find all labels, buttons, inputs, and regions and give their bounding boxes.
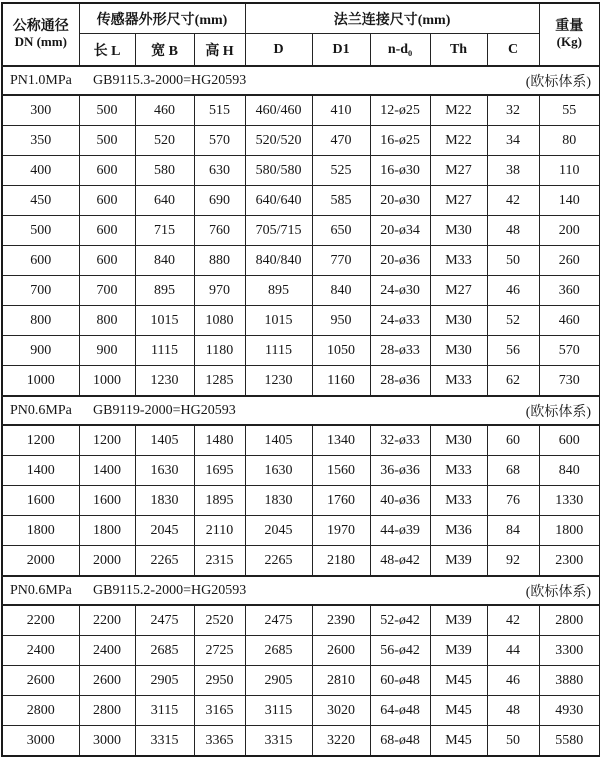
- table-cell: 2950: [194, 666, 245, 696]
- table-cell: 410: [312, 95, 370, 126]
- table-cell: 470: [312, 126, 370, 156]
- table-cell: 1630: [245, 456, 312, 486]
- table-cell: 520: [135, 126, 194, 156]
- header-weight-unit: (Kg): [556, 34, 582, 50]
- section-header-cell: [2, 396, 600, 425]
- table-cell: 1695: [194, 456, 245, 486]
- table-cell: 3165: [194, 696, 245, 726]
- table-cell: 50: [487, 726, 539, 757]
- table-cell: 3365: [194, 726, 245, 757]
- table-cell: 52-ø42: [370, 605, 430, 636]
- table-cell: 80: [539, 126, 600, 156]
- table-row: [2, 425, 600, 456]
- table-cell: 1115: [245, 336, 312, 366]
- table-cell: 525: [312, 156, 370, 186]
- table-cell: M27: [430, 186, 487, 216]
- table-cell: 600: [539, 425, 600, 456]
- table-cell: 1405: [245, 425, 312, 456]
- table-cell: 24-ø33: [370, 306, 430, 336]
- table-cell: 76: [487, 486, 539, 516]
- table-cell: 1080: [194, 306, 245, 336]
- table-cell: 895: [245, 276, 312, 306]
- table-row: [2, 546, 600, 577]
- table-cell: 705/715: [245, 216, 312, 246]
- header-width-b: 宽 B: [135, 34, 194, 67]
- table-cell: 1405: [135, 425, 194, 456]
- table-cell: 2905: [135, 666, 194, 696]
- table-cell: 2315: [194, 546, 245, 577]
- table-cell: M30: [430, 306, 487, 336]
- table-cell: 32: [487, 95, 539, 126]
- table-cell: 2265: [135, 546, 194, 577]
- table-row: [2, 246, 600, 276]
- table-cell: M39: [430, 546, 487, 577]
- table-cell: 800: [79, 306, 135, 336]
- table-cell: 12-ø25: [370, 95, 430, 126]
- table-cell: 68: [487, 456, 539, 486]
- table-cell: 895: [135, 276, 194, 306]
- table-cell: 48-ø42: [370, 546, 430, 577]
- table-cell: 42: [487, 186, 539, 216]
- table-cell: 2475: [135, 605, 194, 636]
- table-cell: 1160: [312, 366, 370, 397]
- table-cell: 16-ø25: [370, 126, 430, 156]
- table-cell: 64-ø48: [370, 696, 430, 726]
- table-cell: 1830: [135, 486, 194, 516]
- table-cell: 2200: [2, 605, 79, 636]
- table-cell: 1000: [79, 366, 135, 397]
- table-cell: 460/460: [245, 95, 312, 126]
- table-cell: 1115: [135, 336, 194, 366]
- table-cell: 50: [487, 246, 539, 276]
- table-row: [2, 456, 600, 486]
- table-cell: M22: [430, 95, 487, 126]
- table-cell: 2180: [312, 546, 370, 577]
- table-cell: 260: [539, 246, 600, 276]
- header-flange-connection-group: 法兰连接尺寸(mm): [245, 3, 539, 34]
- table-cell: 450: [2, 186, 79, 216]
- table-cell: 1895: [194, 486, 245, 516]
- table-cell: 140: [539, 186, 600, 216]
- table-cell: 2600: [79, 666, 135, 696]
- table-cell: 3220: [312, 726, 370, 757]
- header-length-l: 长 L: [79, 34, 135, 67]
- table-cell: 110: [539, 156, 600, 186]
- table-cell: 1600: [2, 486, 79, 516]
- table-cell: 1560: [312, 456, 370, 486]
- table-cell: 640: [135, 186, 194, 216]
- header-sub-row: [2, 34, 600, 67]
- table-row: [2, 605, 600, 636]
- section-header-cell: [2, 66, 600, 95]
- table-cell: M22: [430, 126, 487, 156]
- header-nominal-diameter: [2, 3, 79, 66]
- table-cell: 500: [79, 95, 135, 126]
- table-cell: 580/580: [245, 156, 312, 186]
- table-cell: 1800: [2, 516, 79, 546]
- section-pressure-rating: PN0.6MPa: [10, 402, 72, 418]
- table-cell: 1970: [312, 516, 370, 546]
- table-cell: 2045: [135, 516, 194, 546]
- table-row: [2, 366, 600, 397]
- table-cell: M39: [430, 636, 487, 666]
- table-cell: 2685: [135, 636, 194, 666]
- table-cell: 20-ø30: [370, 186, 430, 216]
- table-cell: 62: [487, 366, 539, 397]
- table-cell: 1400: [79, 456, 135, 486]
- table-cell: 2600: [312, 636, 370, 666]
- table-row: [2, 516, 600, 546]
- table-cell: 460: [135, 95, 194, 126]
- table-cell: 56-ø42: [370, 636, 430, 666]
- table-cell: 600: [79, 216, 135, 246]
- table-cell: 1180: [194, 336, 245, 366]
- table-cell: 52: [487, 306, 539, 336]
- header-n-d0: n-d₀: [370, 34, 430, 67]
- table-row: [2, 276, 600, 306]
- table-cell: 20-ø34: [370, 216, 430, 246]
- table-cell: 3000: [79, 726, 135, 757]
- table-cell: 3115: [135, 696, 194, 726]
- table-cell: 2475: [245, 605, 312, 636]
- section-standard: GB9115.3-2000=HG20593: [93, 72, 247, 88]
- table-cell: 600: [2, 246, 79, 276]
- table-cell: M39: [430, 605, 487, 636]
- table-cell: 840: [312, 276, 370, 306]
- table-row: [2, 306, 600, 336]
- table-cell: 84: [487, 516, 539, 546]
- section-header-cell: [2, 576, 600, 605]
- table-cell: 3880: [539, 666, 600, 696]
- table-cell: 800: [2, 306, 79, 336]
- table-cell: 2265: [245, 546, 312, 577]
- table-cell: 600: [79, 156, 135, 186]
- table-cell: 1340: [312, 425, 370, 456]
- table-cell: 1230: [245, 366, 312, 397]
- header-weight: [539, 3, 600, 66]
- table-row: [2, 186, 600, 216]
- table-cell: 38: [487, 156, 539, 186]
- table-cell: 2400: [2, 636, 79, 666]
- header-sensor-dimensions-group: 传感器外形尺寸(mm): [79, 3, 245, 34]
- table-cell: 2400: [79, 636, 135, 666]
- table-cell: 56: [487, 336, 539, 366]
- table-cell: 650: [312, 216, 370, 246]
- table-cell: 730: [539, 366, 600, 397]
- table-cell: 3115: [245, 696, 312, 726]
- table-cell: 60-ø48: [370, 666, 430, 696]
- table-cell: 28-ø33: [370, 336, 430, 366]
- table-row: [2, 726, 600, 757]
- section-note: (欧标体系): [525, 74, 592, 90]
- table-cell: 1830: [245, 486, 312, 516]
- table-cell: 68-ø48: [370, 726, 430, 757]
- table-cell: 2800: [539, 605, 600, 636]
- table-cell: 2200: [79, 605, 135, 636]
- table-cell: 950: [312, 306, 370, 336]
- table-cell: 2800: [79, 696, 135, 726]
- table-body: [2, 66, 600, 756]
- table-cell: 200: [539, 216, 600, 246]
- table-cell: 840: [539, 456, 600, 486]
- table-cell: 970: [194, 276, 245, 306]
- table-cell: M33: [430, 456, 487, 486]
- table-row: [2, 486, 600, 516]
- section-pressure-rating: PN0.6MPa: [10, 582, 72, 598]
- table-cell: 92: [487, 546, 539, 577]
- table-cell: 2000: [2, 546, 79, 577]
- table-cell: 2725: [194, 636, 245, 666]
- table-cell: 350: [2, 126, 79, 156]
- table-cell: 5580: [539, 726, 600, 757]
- header-nominal-diameter-label: 公称通径: [12, 18, 69, 34]
- table-cell: 1400: [2, 456, 79, 486]
- table-cell: 900: [79, 336, 135, 366]
- table-cell: 3315: [245, 726, 312, 757]
- table-cell: 700: [2, 276, 79, 306]
- table-cell: 880: [194, 246, 245, 276]
- table-cell: 42: [487, 605, 539, 636]
- table-cell: 515: [194, 95, 245, 126]
- header-nominal-diameter-unit: DN (mm): [14, 34, 67, 50]
- table-cell: 520/520: [245, 126, 312, 156]
- table-cell: 630: [194, 156, 245, 186]
- table-cell: 1760: [312, 486, 370, 516]
- section-note: (欧标体系): [525, 404, 592, 420]
- section-standard: GB9115.2-2000=HG20593: [93, 582, 247, 598]
- table-cell: M33: [430, 486, 487, 516]
- table-cell: 2390: [312, 605, 370, 636]
- table-row: [2, 636, 600, 666]
- table-cell: M30: [430, 216, 487, 246]
- table-cell: 2810: [312, 666, 370, 696]
- table-row: [2, 156, 600, 186]
- table-cell: 900: [2, 336, 79, 366]
- table-row: [2, 95, 600, 126]
- table-cell: 4930: [539, 696, 600, 726]
- table-cell: 16-ø30: [370, 156, 430, 186]
- header-c: C: [487, 34, 539, 67]
- table-cell: M27: [430, 156, 487, 186]
- section-header-content: [3, 71, 599, 91]
- table-cell: M45: [430, 726, 487, 757]
- table-cell: 44-ø39: [370, 516, 430, 546]
- table-cell: 1800: [539, 516, 600, 546]
- table-cell: 1800: [79, 516, 135, 546]
- header-height-h: 高 H: [194, 34, 245, 67]
- table-cell: M45: [430, 666, 487, 696]
- table-cell: 2800: [2, 696, 79, 726]
- table-cell: 2600: [2, 666, 79, 696]
- section-header-content: [3, 401, 599, 421]
- table-cell: 3020: [312, 696, 370, 726]
- table-cell: 1285: [194, 366, 245, 397]
- table-cell: 640/640: [245, 186, 312, 216]
- section-header-row: [2, 66, 600, 95]
- table-cell: 1000: [2, 366, 79, 397]
- header-th: Th: [430, 34, 487, 67]
- section-header-content: [3, 581, 599, 601]
- table-cell: 3000: [2, 726, 79, 757]
- table-cell: 570: [539, 336, 600, 366]
- table-cell: 585: [312, 186, 370, 216]
- table-cell: 1330: [539, 486, 600, 516]
- table-cell: 1015: [135, 306, 194, 336]
- table-cell: 1230: [135, 366, 194, 397]
- table-cell: 2685: [245, 636, 312, 666]
- table-cell: 760: [194, 216, 245, 246]
- table-cell: M36: [430, 516, 487, 546]
- table-cell: M27: [430, 276, 487, 306]
- table-cell: 570: [194, 126, 245, 156]
- table-cell: 1050: [312, 336, 370, 366]
- table-cell: 28-ø36: [370, 366, 430, 397]
- table-cell: M30: [430, 425, 487, 456]
- section-standard: GB9119-2000=HG20593: [93, 402, 236, 418]
- table-cell: 36-ø36: [370, 456, 430, 486]
- table-cell: 1200: [79, 425, 135, 456]
- table-cell: 500: [2, 216, 79, 246]
- table-cell: 44: [487, 636, 539, 666]
- header-weight-label: 重量: [555, 18, 584, 34]
- table-cell: 2000: [79, 546, 135, 577]
- table-row: [2, 696, 600, 726]
- table-cell: 60: [487, 425, 539, 456]
- table-cell: 46: [487, 666, 539, 696]
- table-row: [2, 216, 600, 246]
- table-cell: M33: [430, 246, 487, 276]
- table-cell: 2905: [245, 666, 312, 696]
- section-header-row: [2, 396, 600, 425]
- table-cell: 600: [79, 246, 135, 276]
- table-cell: 1630: [135, 456, 194, 486]
- table-cell: 360: [539, 276, 600, 306]
- header-group-row: [2, 3, 600, 34]
- table-cell: 770: [312, 246, 370, 276]
- table-cell: 715: [135, 216, 194, 246]
- table-cell: 400: [2, 156, 79, 186]
- table-cell: 55: [539, 95, 600, 126]
- table-cell: 840/840: [245, 246, 312, 276]
- table-cell: 48: [487, 216, 539, 246]
- table-cell: 580: [135, 156, 194, 186]
- table-cell: 460: [539, 306, 600, 336]
- table-row: [2, 336, 600, 366]
- table-cell: 2520: [194, 605, 245, 636]
- table-row: [2, 666, 600, 696]
- table-cell: 46: [487, 276, 539, 306]
- table-cell: 500: [79, 126, 135, 156]
- table-cell: M30: [430, 336, 487, 366]
- section-pressure-rating: PN1.0MPa: [10, 72, 72, 88]
- table-cell: 40-ø36: [370, 486, 430, 516]
- table-cell: 1600: [79, 486, 135, 516]
- table-cell: 1015: [245, 306, 312, 336]
- table-cell: 300: [2, 95, 79, 126]
- table-cell: 2300: [539, 546, 600, 577]
- table-cell: 700: [79, 276, 135, 306]
- header-d: D: [245, 34, 312, 67]
- table-cell: 24-ø30: [370, 276, 430, 306]
- table-cell: 840: [135, 246, 194, 276]
- dimension-spec-table: [1, 2, 600, 757]
- table-cell: M45: [430, 696, 487, 726]
- table-cell: 20-ø36: [370, 246, 430, 276]
- table-cell: 32-ø33: [370, 425, 430, 456]
- table-cell: 3300: [539, 636, 600, 666]
- table-cell: 690: [194, 186, 245, 216]
- section-note: (欧标体系): [525, 584, 592, 600]
- table-cell: 1480: [194, 425, 245, 456]
- table-cell: 34: [487, 126, 539, 156]
- table-header: [2, 3, 600, 66]
- table-cell: 3315: [135, 726, 194, 757]
- table-cell: 2110: [194, 516, 245, 546]
- section-header-row: [2, 576, 600, 605]
- table-cell: M33: [430, 366, 487, 397]
- table-cell: 600: [79, 186, 135, 216]
- table-cell: 48: [487, 696, 539, 726]
- table-cell: 1200: [2, 425, 79, 456]
- table-cell: 2045: [245, 516, 312, 546]
- table-row: [2, 126, 600, 156]
- header-d1: D1: [312, 34, 370, 67]
